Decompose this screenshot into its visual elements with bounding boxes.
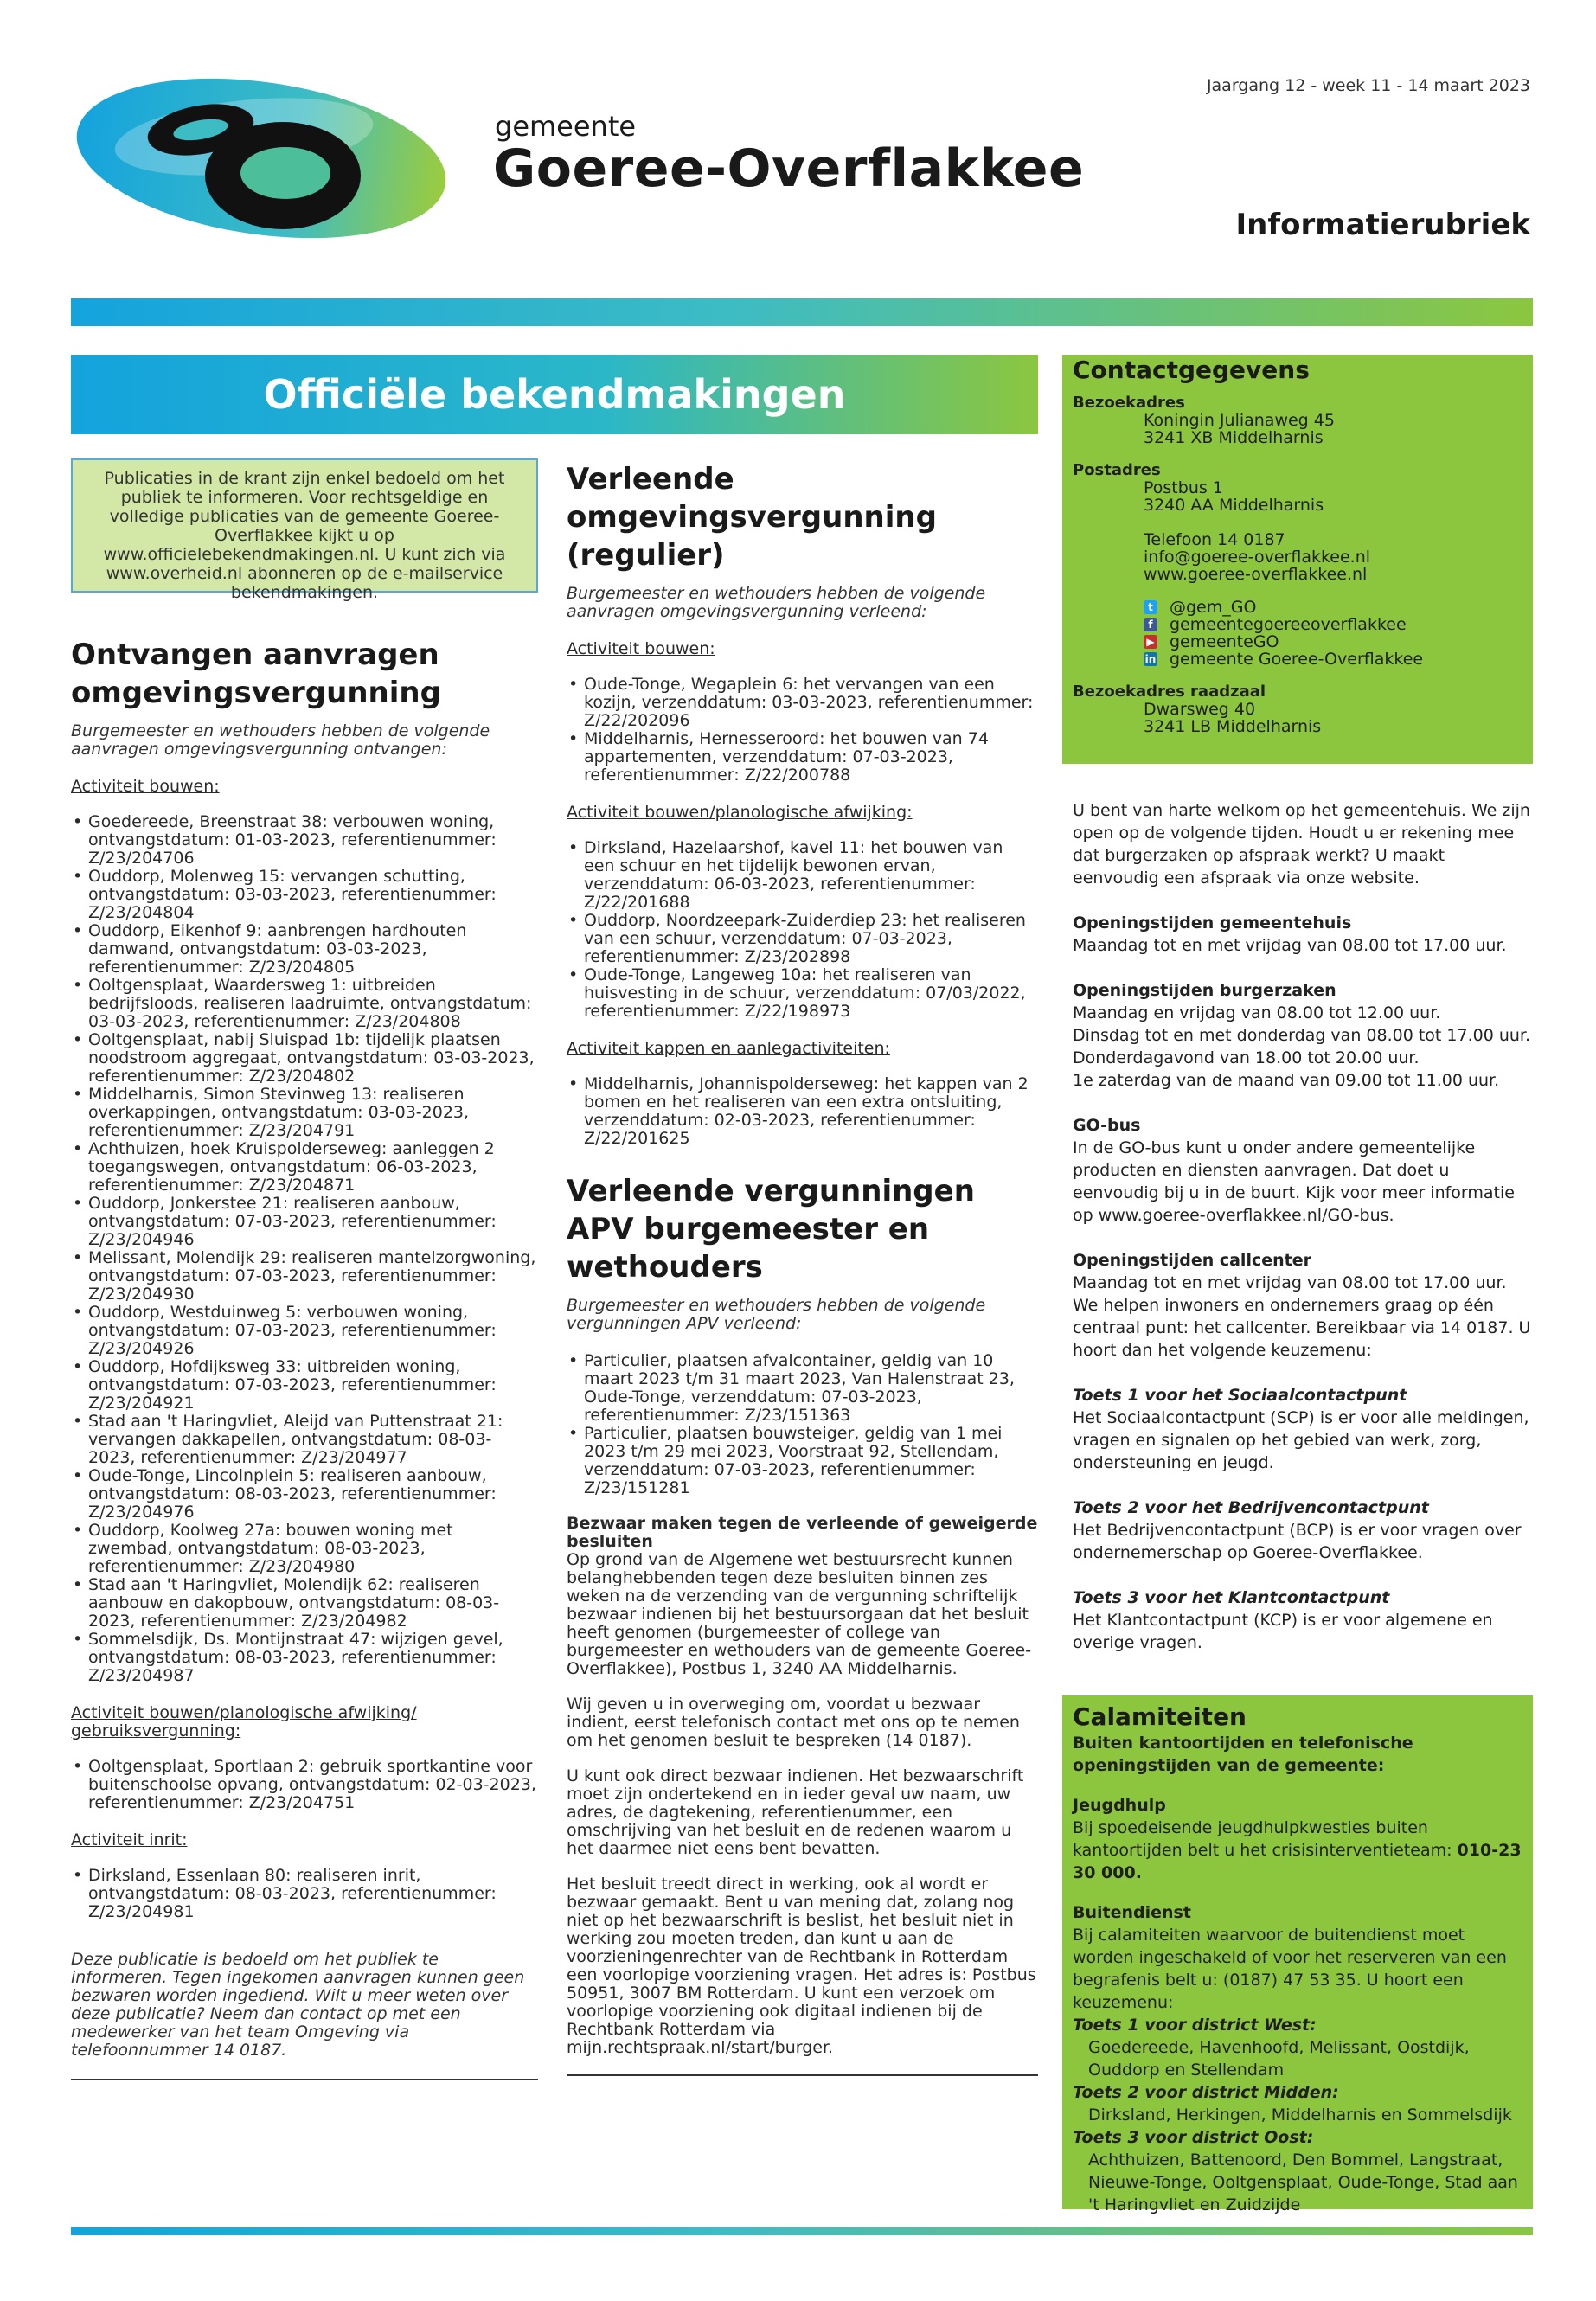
gemeente-logo [71, 76, 452, 240]
activity-label: Activiteit bouwen: [567, 639, 715, 658]
social-link-text: gemeenteGO [1170, 632, 1279, 651]
permit-item: • Melissant, Molendijk 29: realiseren mantelzorgwoning, ontvangstdatum: 07-03-2023, referentienummer: Z/23/204930 [71, 1249, 538, 1304]
issue-date: Jaargang 12 - week 11 - 14 maart 2023 [1206, 76, 1530, 95]
youtube-icon: ▶ [1144, 635, 1157, 649]
permit-item: • Ouddorp, Koolweg 27a: bouwen woning met zwembad, ontvangstdatum: 08-03-2023, referentienummer: Z/23/204980 [71, 1522, 538, 1576]
menu-option-2-text: Het Bedrijvencontactpunt (BCP) is er voor vragen over ondernemerschap op Goeree-Overflakkee. [1073, 1521, 1522, 1562]
permit-list [71, 1758, 538, 1812]
permit-item: • Middelharnis, Simon Stevinweg 13: realiseren overkappingen, ontvangstdatum: 03-03-2023, referentienummer: Z/23/204791 [71, 1086, 538, 1140]
section-heading-received: Ontvangen aanvragen omgevingsvergunning [71, 638, 441, 710]
hours-line: Donderdagavond van 18.00 tot 20.00 uur. [1073, 1048, 1420, 1067]
permit-item: • Dirksland, Essenlaan 80: realiseren inrit, ontvangstdatum: 08-03-2023, referentienummer: Z/23/204981 [71, 1867, 538, 1921]
postal-address-line: 3240 AA Middelharnis [1144, 496, 1324, 515]
social-link[interactable] [1073, 599, 1522, 616]
permit-item: • Ooltgensplaat, Sportlaan 2: gebruik sportkantine voor buitenschoolse opvang, ontvangstdatum: 02-03-2023, referentienummer: Z/23/204751 [71, 1758, 538, 1812]
hours-town-hall-title: Openingstijden gemeentehuis [1073, 913, 1352, 933]
permit-item: • Goedereede, Breenstraat 38: verbouwen woning, ontvangstdatum: 01-03-2023, referentienummer: Z/23/204706 [71, 813, 538, 868]
field-service-text: Bij calamiteiten waarvoor de buitendienst moet worden ingeschakeld of voor het reserveren van een begrafenis belt u: (0187) 47 53 35. U hoort een keuzemenu: [1073, 1926, 1507, 2012]
section-intro: Burgemeester en wethouders hebben de volgende vergunningen APV verleend: [567, 1296, 986, 1333]
callcenter-text: Maandag tot en met vrijdag van 08.00 tot 17.00 uur. We helpen inwoners en ondernemers graag op één centraal punt: het callcenter. Bereikbaar via 14 0187. U hoort dan het volgende keuzemenu: [1073, 1273, 1531, 1360]
permit-item: • Stad aan 't Haringvliet, Molendijk 62: realiseren aanbouw en dakopbouw, ontvangstdatum: 08-03-2023, referentienummer: Z/23/204982 [71, 1576, 538, 1631]
section-intro: Burgemeester en wethouders hebben de volgende aanvragen omgevingsvergunning ontvangen: [71, 721, 490, 759]
district-midden-text: Dirksland, Herkingen, Middelharnis en Sommelsdijk [1088, 2106, 1512, 2125]
permit-item: • Ooltgensplaat, Waardersweg 1: uitbreiden bedrijfsloods, realiseren laadruimte, ontvangstdatum: 03-03-2023, referentienummer: Z/23/204808 [71, 977, 538, 1031]
section-heading-granted: Verleende omgevingsvergunning (regulier) [567, 462, 937, 573]
website-link[interactable]: www.goeree-overflakkee.nl [1144, 565, 1368, 584]
visit-address-line: Koningin Julianaweg 45 [1144, 411, 1335, 430]
municipality-name: Goeree-Overflakkee [493, 138, 1085, 199]
district-west-text: Goedereede, Havenhoofd, Melissant, Oostdijk, Ouddorp en Stellendam [1088, 2038, 1470, 2080]
top-gradient-band [71, 298, 1533, 326]
hours-line: Maandag en vrijdag van 08.00 tot 12.00 uur. [1073, 1003, 1441, 1022]
hours-line: Dinsdag tot en met donderdag van 08.00 tot 17.00 uur. [1073, 1026, 1531, 1045]
postal-address-label: Postadres [1073, 461, 1161, 479]
district-oost-text: Achthuizen, Battenoord, Den Bommel, Langstraat, Nieuwe-Tonge, Ooltgensplaat, Oude-Tonge, Stad aan 't Haringvliet en Zuidzijde [1088, 2150, 1518, 2214]
hours-town-hall-text: Maandag tot en met vrijdag van 08.00 tot 17.00 uur. [1073, 936, 1507, 955]
field-service-title: Buitendienst [1073, 1903, 1191, 1922]
council-address-line: Dwarsweg 40 [1144, 700, 1256, 719]
permit-item: • Stad aan 't Haringvliet, Aleijd van Puttenstraat 21: vervangen dakkapellen, ontvangstdatum: 08-03-2023, referentienummer: Z/23/204977 [71, 1413, 538, 1467]
phone-number: Telefoon 14 0187 [1144, 530, 1285, 549]
callcenter-title: Openingstijden callcenter [1073, 1251, 1311, 1270]
objection-title: Bezwaar maken tegen de verleende of geweigerde besluiten [567, 1514, 1038, 1551]
objection-paragraph: U kunt ook direct bezwaar indienen. Het bezwaarschrift moet zijn ondertekend en in ieder geval uw naam, uw adres, de dagtekening, referentienummer, een omschrijving van het besluit en de redenen waarom u het daarmee niet eens bent bevatten. [567, 1766, 1024, 1858]
opening-hours-info [1073, 799, 1531, 1654]
visit-address-line: 3241 XB Middelharnis [1144, 428, 1324, 447]
calamities-title: Calamiteiten [1073, 1702, 1247, 1731]
permit-item: • Dirksland, Hazelaarshof, kavel 11: het bouwen van een schuur en het tijdelijk bewonen ervan, verzenddatum: 06-03-2023, referentienummer: Z/22/201688 [567, 839, 1038, 912]
activity-label: Activiteit bouwen/planologische afwijking/ gebruiksvergunning: [71, 1703, 417, 1740]
gemeente-label: gemeente [495, 110, 637, 143]
permit-item: • Ouddorp, Noordzeepark-Zuiderdiep 23: het realiseren van een schuur, verzenddatum: 07-03-2023, referentienummer: Z/23/202898 [567, 912, 1038, 966]
activity-label: Activiteit inrit: [71, 1830, 188, 1849]
menu-option-3-title: Toets 3 voor het Klantcontactpunt [1073, 1588, 1390, 1607]
youth-care-title: Jeugdhulp [1073, 1796, 1166, 1815]
bottom-gradient-band [71, 2227, 1533, 2235]
calamities-box [1062, 1695, 1533, 2214]
menu-option-2-title: Toets 2 voor het Bedrijvencontactpunt [1073, 1498, 1429, 1517]
social-link[interactable] [1073, 651, 1522, 668]
permit-list [567, 839, 1038, 1021]
menu-option-1-text: Het Sociaalcontactpunt (SCP) is er voor alle meldingen, vragen en signalen op het gebied van werk, zorg, ondersteuning en jeugd. [1073, 1408, 1529, 1472]
permit-item: • Ooltgensplaat, nabij Sluispad 1b: tijdelijk plaatsen noodstroom aggregaat, ontvangstdatum: 03-03-2023, referentienummer: Z/23/204802 [71, 1031, 538, 1086]
activity-label: Activiteit bouwen/planologische afwijking: [567, 803, 913, 822]
apv-permit-list [567, 1352, 1038, 1497]
council-address-line: 3241 LB Middelharnis [1144, 717, 1322, 736]
column-received-applications [71, 636, 538, 2080]
permit-item: • Ouddorp, Jonkerstee 21: realiseren aanbouw, ontvangstdatum: 07-03-2023, referentienummer: Z/23/204946 [71, 1195, 538, 1249]
district-oost-title: Toets 3 voor district Oost: [1073, 2128, 1314, 2147]
go-bus-title: GO-bus [1073, 1116, 1141, 1135]
visit-address-label: Bezoekadres [1073, 394, 1185, 412]
permit-item: • Particulier, plaatsen afvalcontainer, geldig van 10 maart 2023 t/m 31 maart 2023, Van Halenstraat 23, Oude-Tonge, verzenddatum: 07-03-2023, referentienummer: Z/23/151363 [567, 1352, 1038, 1425]
activity-label: Activiteit bouwen: [71, 777, 220, 796]
district-midden-title: Toets 2 voor district Midden: [1073, 2083, 1339, 2102]
objection-paragraph: Wij geven u in overweging om, voordat u bezwaar indient, eerst telefonisch contact met ons op te nemen om het genomen besluit te bespreken (14 0187). [567, 1695, 1020, 1750]
social-links [1073, 599, 1522, 668]
crisis-phone: 010-23 30 000. [1073, 1841, 1522, 1882]
section-heading-apv: Verleende vergunningen APV burgemeester en wethouders [567, 1174, 975, 1285]
go-bus-text: In de GO-bus kunt u onder andere gemeentelijke producten en diensten aanvragen. Dat doet u eenvoudig bij u in de buurt. Kijk voor meer informatie op www.goeree-overflakkee.nl/GO-bus. [1073, 1138, 1515, 1225]
facebook-icon: f [1144, 618, 1157, 631]
social-link-text: gemeentegoereeoverflakkee [1170, 615, 1407, 634]
column-granted-permits [567, 460, 1038, 2076]
district-west-title: Toets 1 voor district West: [1073, 2016, 1317, 2035]
column-divider [71, 2079, 538, 2080]
permit-item: • Sommelsdijk, Ds. Montijnstraat 47: wijzigen gevel, ontvangstdatum: 08-03-2023, referentienummer: Z/23/204987 [71, 1631, 538, 1685]
activity-label: Activiteit kappen en aanlegactiviteiten: [567, 1039, 890, 1058]
postal-address-line: Postbus 1 [1144, 478, 1223, 497]
youth-care-text [1073, 1817, 1522, 1884]
column-divider [567, 2074, 1038, 2076]
twitter-icon: t [1144, 600, 1157, 614]
section-intro: Burgemeester en wethouders hebben de volgende aanvragen omgevingsvergunning verleend: [567, 584, 986, 621]
permit-item: • Middelharnis, Johannispolderseweg: het kappen van 2 bomen en het realiseren van een extra ontsluiting, verzenddatum: 02-03-2023, referentienummer: Z/22/201625 [567, 1075, 1038, 1148]
permit-item: • Oude-Tonge, Langeweg 10a: het realiseren van huisvesting in de schuur, verzenddatum: 07/03/2022, referentienummer: Z/22/198973 [567, 966, 1038, 1021]
permit-item: • Oude-Tonge, Wegaplein 6: het vervangen van een kozijn, verzenddatum: 03-03-2023, referentienummer: Z/22/202096 [567, 676, 1038, 730]
hours-civil-affairs-title: Openingstijden burgerzaken [1073, 981, 1336, 1000]
publication-footer-note: Deze publicatie is bedoeld om het publiek te informeren. Tegen ingekomen aanvragen kunnen geen bezwaren worden ingediend. Wilt u meer weten over deze publicatie? Neem dan contact op met een medewerker van het team Omgeving via telefoonnummer 14 0187. [71, 1950, 525, 2060]
permit-item: • Particulier, plaatsen bouwsteiger, geldig van 1 mei 2023 t/m 29 mei 2023, Voorstraat 92, Stellendam, verzenddatum: 07-03-2023, referentienummer: Z/23/151281 [567, 1425, 1038, 1497]
permit-list [71, 813, 538, 1685]
welcome-text: U bent van harte welkom op het gemeentehuis. We zijn open op de volgende tijden. Houdt u er rekening mee dat burgerzaken op afspraak werkt? U maakt eenvoudig een afspraak via onze website. [1073, 801, 1530, 888]
permit-item: • Ouddorp, Westduinweg 5: verbouwen woning, ontvangstdatum: 07-03-2023, referentienummer: Z/23/204926 [71, 1304, 538, 1358]
rubriek-title: Informatierubriek [1235, 208, 1530, 242]
permit-list [71, 1867, 538, 1921]
publication-notice: Publicaties in de krant zijn enkel bedoeld om het publiek te informeren. Voor rechtsgeldige en volledige publicaties van de gemeente Goeree-Overflakkee kijkt u op www.officielebekendmakingen.nl. U kunt zich via www.overheid.nl abonneren op de e-mailservice bekendmakingen. [71, 458, 538, 593]
contact-title: Contactgegevens [1073, 356, 1310, 384]
objection-paragraph: Op grond van de Algemene wet bestuursrecht kunnen belanghebbenden tegen deze besluiten binnen zes weken na de verzending van de vergunning schriftelijk bezwaar indienen bij het bestuursorgaan dat het besluit heeft genomen (burgemeester of college van burgemeester en wethouders van de gemeente Goeree-Overflakkee), Postbus 1, 3240 AA Middelharnis. [567, 1550, 1032, 1678]
permit-list [567, 676, 1038, 785]
menu-option-1-title: Toets 1 voor het Sociaalcontactpunt [1073, 1386, 1407, 1405]
permit-item: • Ouddorp, Molenweg 15: vervangen schutting, ontvangstdatum: 03-03-2023, referentienummer: Z/23/204804 [71, 868, 538, 922]
permit-item: • Ouddorp, Hofdijksweg 33: uitbreiden woning, ontvangstdatum: 07-03-2023, referentienummer: Z/23/204921 [71, 1358, 538, 1413]
calamities-subtitle: Buiten kantoortijden en telefonische openingstijden van de gemeente: [1073, 1734, 1413, 1775]
page-title: Officiële bekendmakingen [71, 355, 1038, 434]
permit-item: • Middelharnis, Hernesseroord: het bouwen van 74 appartementen, verzenddatum: 07-03-2023, referentienummer: Z/22/200788 [567, 730, 1038, 785]
menu-option-3-text: Het Klantcontactpunt (KCP) is er voor algemene en overige vragen. [1073, 1611, 1493, 1652]
youth-care-desc: Bij spoedeisende jeugdhulpkwesties buiten kantoortijden belt u het crisisinterventieteam: [1073, 1818, 1452, 1860]
council-address-label: Bezoekadres raadzaal [1073, 683, 1266, 701]
linkedin-icon: in [1144, 653, 1157, 665]
social-link[interactable] [1073, 616, 1522, 633]
contact-box [1062, 355, 1533, 764]
permit-list [567, 1075, 1038, 1148]
permit-item: • Achthuizen, hoek Kruispolderseweg: aanleggen 2 toegangswegen, ontvangstdatum: 06-03-2023, referentienummer: Z/23/204871 [71, 1140, 538, 1195]
hours-line: 1e zaterdag van de maand van 09.00 tot 11.00 uur. [1073, 1071, 1500, 1090]
social-link[interactable] [1073, 633, 1522, 651]
email-link[interactable]: info@goeree-overflakkee.nl [1144, 548, 1371, 567]
social-link-text: @gem_GO [1170, 598, 1257, 617]
social-link-text: gemeente Goeree-Overflakkee [1170, 650, 1424, 669]
permit-item: • Ouddorp, Eikenhof 9: aanbrengen hardhouten damwand, ontvangstdatum: 03-03-2023, referentienummer: Z/23/204805 [71, 922, 538, 977]
objection-paragraph: Het besluit treedt direct in werking, ook al wordt er bezwaar gemaakt. Bent u van mening dat, zolang nog niet op het bezwaarschrift is beslist, het besluit niet in werking zou moeten treden, dan kunt u aan de voorzieningenrechter van de Rechtbank in Rotterdam een voorlopige voorziening vragen. Het adres is: Postbus 50951, 3007 BM Rotterdam. U kunt een verzoek om voorlopige voorziening ook digitaal indienen bij de Rechtbank Rotterdam via mijn.rechtspraak.nl/start/burger. [567, 1875, 1036, 2057]
permit-item: • Oude-Tonge, Lincolnplein 5: realiseren aanbouw, ontvangstdatum: 08-03-2023, referentienummer: Z/23/204976 [71, 1467, 538, 1522]
